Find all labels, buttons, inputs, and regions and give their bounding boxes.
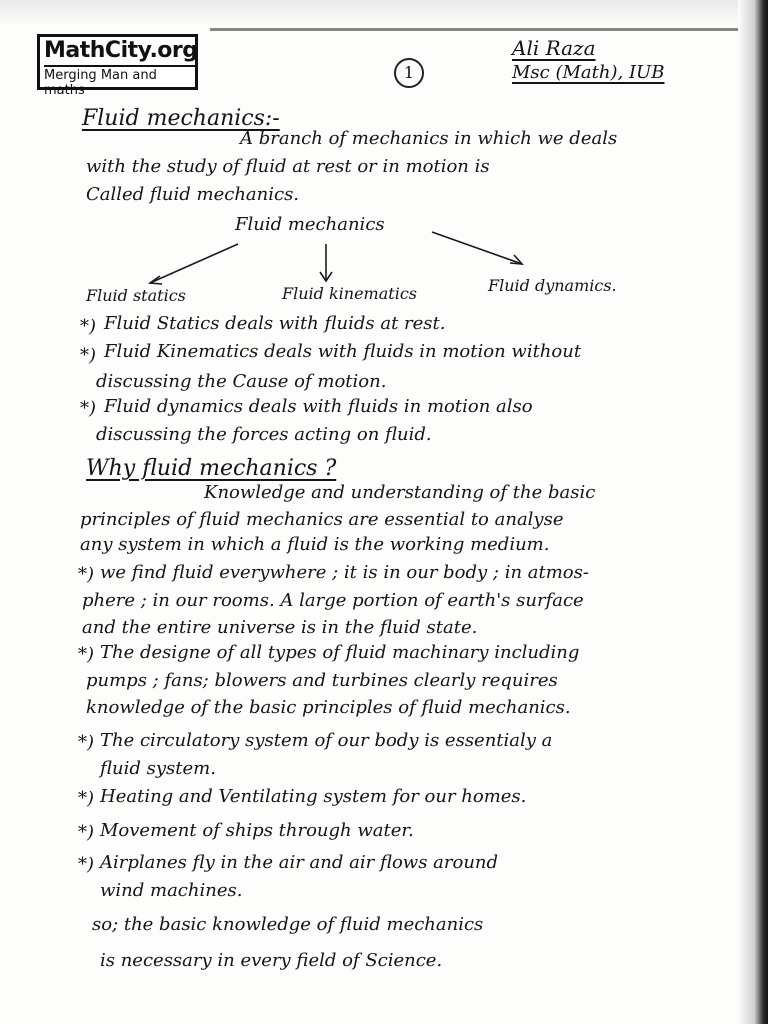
intro-line: any system in which a fluid is the working medium. [80,534,550,555]
diagram-child-dynamics: Fluid dynamics. [488,276,617,295]
author-degree: Msc (Math), IUB [512,62,665,83]
arrow-right [432,232,522,264]
point-line: The circulatory system of our body is essentialy a [100,730,553,751]
conclusion-line: so; the basic knowledge of fluid mechanics [92,914,484,935]
point-line: Airplanes fly in the air and air flows around [100,852,499,873]
point-line: we find fluid everywhere ; it is in our body ; in atmos- [100,562,589,583]
definition-line: with the study of fluid at rest or in motion is [86,156,490,177]
point-line: Heating and Ventilating system for our homes. [100,786,527,807]
definition-line: A branch of mechanics in which we deals [240,128,618,149]
logo-tagline: Merging Man and maths [44,68,157,98]
point-line: phere ; in our rooms. A large portion of earth's surface [82,590,584,611]
author-name: Ali Raza [512,36,596,60]
diagram-child-statics: Fluid statics [86,286,186,305]
diagram-child-kinematics: Fluid kinematics [282,284,417,303]
bullet-marker: *) [78,564,95,585]
intro-line: Knowledge and understanding of the basic [204,482,596,503]
point-line: The designe of all types of fluid machinary including [100,642,580,663]
branch-kinematics-line: discussing the Cause of motion. [96,371,387,392]
branch-dynamics-line: Fluid dynamics deals with fluids in motion also [104,396,533,417]
bullet-marker: *) [78,644,95,665]
branch-statics-line: Fluid Statics deals with fluids at rest. [104,313,446,334]
point-line: knowledge of the basic principles of fluid mechanics. [86,697,571,718]
conclusion-line: is necessary in every field of Science. [100,950,443,971]
point-line: wind machines. [100,880,243,901]
bullet-marker: *) [80,316,97,337]
branch-dynamics-line: discussing the forces acting on fluid. [96,424,432,445]
page-number: 1 [394,58,424,88]
bullet-marker: *) [78,822,95,843]
section-heading-why-fluid-mechanics: Why fluid mechanics ? [86,456,337,481]
intro-line: principles of fluid mechanics are essential to analyse [80,509,564,530]
bullet-marker: *) [78,788,95,809]
section-heading-fluid-mechanics: Fluid mechanics:- [82,106,280,131]
bullet-marker: *) [80,398,97,419]
point-line: Movement of ships through water. [100,820,414,841]
point-line: and the entire universe is in the fluid state. [82,617,478,638]
point-line: fluid system. [100,758,216,779]
point-line: pumps ; fans; blowers and turbines clearly requires [86,670,558,691]
branch-kinematics-line: Fluid Kinematics deals with fluids in motion without [104,341,582,362]
bullet-marker: *) [80,345,97,366]
bullet-marker: *) [78,854,95,875]
definition-line: Called fluid mechanics. [86,184,300,205]
arrow-left [150,244,238,283]
logo-title: MathCity.org [44,38,198,63]
diagram-root: Fluid mechanics [235,214,385,235]
bullet-marker: *) [78,732,95,753]
